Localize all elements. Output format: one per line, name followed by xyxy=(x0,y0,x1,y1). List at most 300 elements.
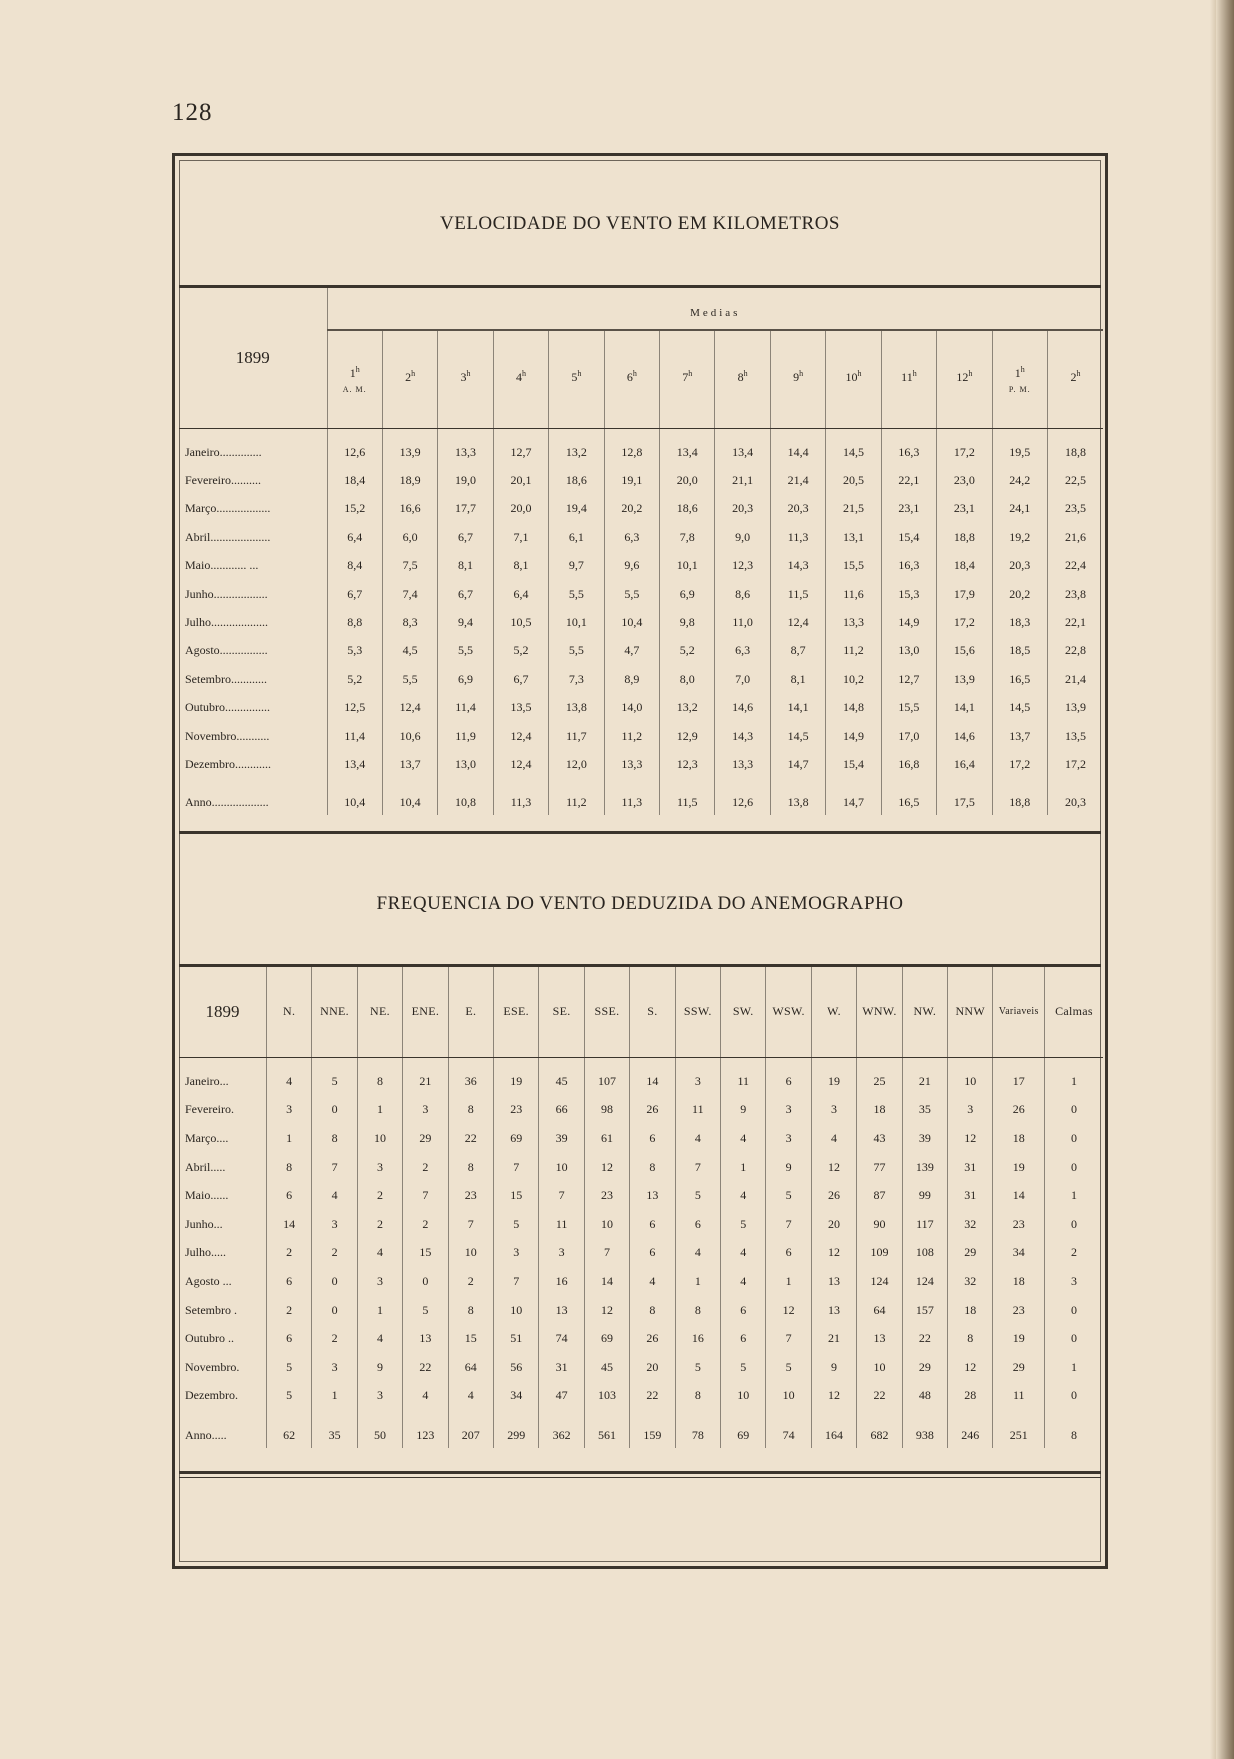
spacer-cell xyxy=(448,1410,493,1422)
tables-frame xyxy=(172,153,1108,1569)
table-row xyxy=(179,722,1103,750)
velocity-cell: 4,7 xyxy=(604,637,659,665)
velocity-title: VELOCIDADE DO VENTO EM KILOMETROS xyxy=(440,213,840,234)
table-row xyxy=(179,637,1103,665)
frequency-cell: 124 xyxy=(902,1267,947,1296)
velocity-cell: 8,3 xyxy=(382,608,437,636)
velocity-cell: 14,3 xyxy=(715,722,770,750)
spacer-cell xyxy=(675,1410,720,1422)
annual-cell: 246 xyxy=(948,1422,993,1448)
frequency-cell: 3 xyxy=(811,1096,856,1125)
hour-label: 4 xyxy=(515,370,522,385)
velocity-cell: 19,1 xyxy=(604,466,659,494)
spacer-cell xyxy=(881,428,936,438)
frequency-cell: 10 xyxy=(448,1239,493,1268)
annual-cell: 18,8 xyxy=(992,791,1047,815)
annual-cell: 78 xyxy=(675,1422,720,1448)
spacer-cell xyxy=(493,1410,538,1422)
velocity-cell: 9,0 xyxy=(715,523,770,551)
frequency-cell: 23 xyxy=(584,1181,629,1210)
velocity-cell: 14,5 xyxy=(770,722,825,750)
frequency-cell: 22 xyxy=(902,1324,947,1353)
frequency-cell: 117 xyxy=(902,1210,947,1239)
hour-label: 10 xyxy=(845,370,858,385)
month-label: Dezembro. xyxy=(185,1388,238,1403)
frequency-cell: 45 xyxy=(584,1353,629,1382)
frequency-cell: 90 xyxy=(857,1210,902,1239)
frequency-cell: 6 xyxy=(266,1181,311,1210)
frequency-cell: 11 xyxy=(675,1096,720,1125)
frequency-year: 1899 xyxy=(179,967,266,1057)
velocity-cell: 22,8 xyxy=(1047,637,1103,665)
frequency-cell: 7 xyxy=(675,1153,720,1182)
velocity-cell: 7,4 xyxy=(382,580,437,608)
velocity-cell: 5,5 xyxy=(604,580,659,608)
spacer-cell xyxy=(770,428,825,438)
frequency-cell: 18 xyxy=(993,1124,1045,1153)
velocity-cell: 11,0 xyxy=(715,608,770,636)
spacer-cell xyxy=(403,1057,448,1067)
spacer-cell xyxy=(179,428,327,438)
spacer-cell xyxy=(382,779,437,791)
velocity-cell: 7,3 xyxy=(549,665,604,693)
velocity-cell: 14,0 xyxy=(604,694,659,722)
frequency-cell: 15 xyxy=(403,1239,448,1268)
frequency-cell: 1 xyxy=(266,1124,311,1153)
direction-header: ENE. xyxy=(403,967,448,1057)
frequency-cell: 7 xyxy=(539,1181,584,1210)
spacer-cell xyxy=(1045,1057,1103,1067)
frequency-cell: 2 xyxy=(266,1296,311,1325)
table-row xyxy=(179,1153,1103,1182)
velocity-cell: 17,0 xyxy=(881,722,936,750)
frequency-cell: 29 xyxy=(993,1353,1045,1382)
direction-header: NNE. xyxy=(312,967,357,1057)
frequency-cell: 10 xyxy=(493,1296,538,1325)
spacer-cell xyxy=(382,428,437,438)
velocity-cell: 12,8 xyxy=(604,438,659,466)
direction-header: SW. xyxy=(721,967,766,1057)
frequency-cell: 103 xyxy=(584,1382,629,1411)
frequency-cell: 1 xyxy=(312,1382,357,1411)
frequency-cell: 87 xyxy=(857,1181,902,1210)
spacer-cell xyxy=(770,779,825,791)
frequency-cell: 7 xyxy=(584,1239,629,1268)
velocity-cell: 17,2 xyxy=(992,750,1047,778)
velocity-cell: 16,6 xyxy=(382,495,437,523)
spacer-cell xyxy=(993,1410,1045,1422)
spacer-cell xyxy=(604,779,659,791)
hour-sup: h xyxy=(1076,369,1081,379)
frequency-cell: 32 xyxy=(948,1267,993,1296)
frequency-cell: 12 xyxy=(811,1239,856,1268)
frequency-cell: 4 xyxy=(721,1181,766,1210)
hour-header xyxy=(826,330,881,428)
velocity-cell: 10,4 xyxy=(604,608,659,636)
frequency-cell: 39 xyxy=(539,1124,584,1153)
velocity-cell: 6,9 xyxy=(660,580,715,608)
spacer-cell xyxy=(948,1410,993,1422)
velocity-cell: 17,9 xyxy=(937,580,992,608)
month-label: Maio............ ... xyxy=(185,558,259,573)
annual-cell: 69 xyxy=(721,1422,766,1448)
velocity-cell: 12,4 xyxy=(770,608,825,636)
frequency-cell: 13 xyxy=(630,1181,675,1210)
velocity-cell: 9,4 xyxy=(438,608,493,636)
frequency-cell: 13 xyxy=(403,1324,448,1353)
velocity-year: 1899 xyxy=(179,288,327,428)
frequency-spacer xyxy=(179,1057,1103,1067)
annual-cell: 11,3 xyxy=(604,791,659,815)
velocity-cell: 15,3 xyxy=(881,580,936,608)
hour-header xyxy=(770,330,825,428)
book-spine-shadow xyxy=(1216,0,1234,1759)
frequency-cell: 4 xyxy=(448,1382,493,1411)
frequency-cell: 3 xyxy=(312,1353,357,1382)
hour-label: 12 xyxy=(956,370,969,385)
hour-label: 3 xyxy=(460,370,467,385)
hour-label: 9 xyxy=(793,370,800,385)
frequency-cell: 14 xyxy=(630,1067,675,1096)
velocity-cell: 20,0 xyxy=(660,466,715,494)
annual-cell: 62 xyxy=(266,1422,311,1448)
velocity-cell: 18,8 xyxy=(1047,438,1103,466)
frequency-cell: 3 xyxy=(948,1096,993,1125)
hour-header xyxy=(1047,330,1103,428)
table-row xyxy=(179,552,1103,580)
month-label: Novembro. xyxy=(185,1359,240,1374)
frequency-bottom-rule xyxy=(179,1471,1101,1474)
month-label: Junho.................. xyxy=(185,586,268,601)
velocity-cell: 8,1 xyxy=(493,552,548,580)
frequency-cell: 4 xyxy=(721,1124,766,1153)
spacer-cell xyxy=(549,428,604,438)
frequency-cell: 99 xyxy=(902,1181,947,1210)
annual-cell: 14,7 xyxy=(826,791,881,815)
spacer-cell xyxy=(630,1410,675,1422)
velocity-cell: 12,3 xyxy=(660,750,715,778)
frequency-cell: 20 xyxy=(630,1353,675,1382)
hour-sup: h xyxy=(912,369,917,379)
frequency-cell: 12 xyxy=(766,1296,811,1325)
frequency-cell: 10 xyxy=(766,1382,811,1411)
frequency-cell: 25 xyxy=(857,1067,902,1096)
spacer-cell xyxy=(549,779,604,791)
frequency-cell: 2 xyxy=(266,1239,311,1268)
table-row xyxy=(179,1210,1103,1239)
velocity-cell: 20,1 xyxy=(493,466,548,494)
velocity-cell: 20,3 xyxy=(770,495,825,523)
annual-cell: 682 xyxy=(857,1422,902,1448)
frequency-cell: 8 xyxy=(357,1067,402,1096)
spacer-cell xyxy=(179,1410,266,1422)
frequency-cell: 19 xyxy=(493,1067,538,1096)
velocity-cell: 11,7 xyxy=(549,722,604,750)
annual-cell: 561 xyxy=(584,1422,629,1448)
month-label: Janeiro.............. xyxy=(185,444,262,459)
frequency-cell: 12 xyxy=(584,1296,629,1325)
velocity-cell: 13,8 xyxy=(549,694,604,722)
frequency-cell: 43 xyxy=(857,1124,902,1153)
frequency-cell: 39 xyxy=(902,1124,947,1153)
frequency-cell: 8 xyxy=(448,1096,493,1125)
velocity-cell: 11,2 xyxy=(826,637,881,665)
frequency-cell: 28 xyxy=(948,1382,993,1411)
frequency-cell: 3 xyxy=(1045,1267,1103,1296)
hour-sup: h xyxy=(968,369,973,379)
table-row xyxy=(179,1296,1103,1325)
direction-header: WSW. xyxy=(766,967,811,1057)
frequency-cell: 6 xyxy=(266,1267,311,1296)
frequency-cell: 47 xyxy=(539,1382,584,1411)
table-row xyxy=(179,1239,1103,1268)
velocity-cell: 16,3 xyxy=(881,438,936,466)
frequency-cell: 8 xyxy=(448,1153,493,1182)
velocity-cell: 6,7 xyxy=(438,580,493,608)
hour-label: 1 xyxy=(349,365,356,380)
frequency-cell: 36 xyxy=(448,1067,493,1096)
velocity-cell: 5,3 xyxy=(327,637,382,665)
table-row xyxy=(179,1353,1103,1382)
frequency-cell: 12 xyxy=(948,1124,993,1153)
spacer-cell xyxy=(721,1410,766,1422)
direction-header: N. xyxy=(266,967,311,1057)
velocity-cell: 21,1 xyxy=(715,466,770,494)
frequency-cell: 22 xyxy=(857,1382,902,1411)
velocity-cell: 10,6 xyxy=(382,722,437,750)
month-label: Janeiro... xyxy=(185,1073,229,1088)
hour-sup: h xyxy=(1020,364,1025,374)
velocity-cell: 10,5 xyxy=(493,608,548,636)
frequency-cell: 3 xyxy=(493,1239,538,1268)
frequency-cell: 74 xyxy=(539,1324,584,1353)
spacer-cell xyxy=(857,1057,902,1067)
hour-label: 7 xyxy=(682,370,689,385)
month-label: Agosto ... xyxy=(185,1273,232,1288)
frequency-cell: 69 xyxy=(584,1324,629,1353)
velocity-cell: 13,9 xyxy=(1047,694,1103,722)
velocity-cell: 18,9 xyxy=(382,466,437,494)
frequency-cell: 10 xyxy=(721,1382,766,1411)
velocity-cell: 6,3 xyxy=(604,523,659,551)
velocity-cell: 19,2 xyxy=(992,523,1047,551)
hour-label: 11 xyxy=(901,370,913,385)
spacer-cell xyxy=(826,779,881,791)
spacer-cell xyxy=(902,1410,947,1422)
velocity-cell: 6,9 xyxy=(438,665,493,693)
frequency-cell: 8 xyxy=(630,1153,675,1182)
frequency-cell: 5 xyxy=(766,1181,811,1210)
velocity-cell: 23,1 xyxy=(881,495,936,523)
frequency-cell: 10 xyxy=(539,1153,584,1182)
frequency-cell: 35 xyxy=(902,1096,947,1125)
annual-cell: 17,5 xyxy=(937,791,992,815)
velocity-cell: 13,7 xyxy=(992,722,1047,750)
frequency-cell: 6 xyxy=(721,1324,766,1353)
velocity-cell: 14,3 xyxy=(770,552,825,580)
velocity-cell: 14,1 xyxy=(770,694,825,722)
table-row xyxy=(179,580,1103,608)
frequency-cell: 3 xyxy=(766,1124,811,1153)
velocity-cell: 13,9 xyxy=(382,438,437,466)
frequency-cell: 9 xyxy=(357,1353,402,1382)
frequency-cell: 0 xyxy=(1045,1124,1103,1153)
frequency-cell: 11 xyxy=(539,1210,584,1239)
hour-label: 6 xyxy=(626,370,633,385)
velocity-cell: 8,0 xyxy=(660,665,715,693)
frequency-cell: 16 xyxy=(675,1324,720,1353)
velocity-cell: 16,5 xyxy=(992,665,1047,693)
hour-label: 5 xyxy=(571,370,578,385)
frequency-cell: 7 xyxy=(766,1324,811,1353)
spacer-cell xyxy=(881,779,936,791)
frequency-cell: 7 xyxy=(493,1267,538,1296)
velocity-cell: 5,2 xyxy=(660,637,715,665)
velocity-header-row xyxy=(179,288,1103,330)
annual-row xyxy=(179,1422,1103,1448)
month-label: Julho..... xyxy=(185,1245,227,1260)
spacer-cell xyxy=(660,428,715,438)
velocity-cell: 6,3 xyxy=(715,637,770,665)
velocity-cell: 20,3 xyxy=(992,552,1047,580)
hour-header xyxy=(327,330,382,428)
frequency-cell: 10 xyxy=(584,1210,629,1239)
velocity-cell: 9,6 xyxy=(604,552,659,580)
medias-header: Medias xyxy=(327,288,1103,330)
annual-cell: 251 xyxy=(993,1422,1045,1448)
hour-sup: h xyxy=(355,364,360,374)
velocity-cell: 13,3 xyxy=(715,750,770,778)
velocity-cell: 17,7 xyxy=(438,495,493,523)
frequency-cell: 3 xyxy=(539,1239,584,1268)
frequency-cell: 4 xyxy=(721,1267,766,1296)
frequency-cell: 31 xyxy=(948,1181,993,1210)
velocity-cell: 12,0 xyxy=(549,750,604,778)
frequency-cell: 5 xyxy=(312,1067,357,1096)
frequency-cell: 19 xyxy=(993,1153,1045,1182)
velocity-cell: 18,4 xyxy=(327,466,382,494)
velocity-cell: 10,2 xyxy=(826,665,881,693)
frequency-title: FREQUENCIA DO VENTO DEDUZIDA DO ANEMOGRAPHO xyxy=(376,893,904,914)
velocity-cell: 11,6 xyxy=(826,580,881,608)
table-row xyxy=(179,1267,1103,1296)
frequency-cell: 3 xyxy=(266,1096,311,1125)
frequency-cell: 8 xyxy=(448,1296,493,1325)
velocity-cell: 24,1 xyxy=(992,495,1047,523)
frequency-cell: 2 xyxy=(403,1153,448,1182)
velocity-cell: 20,5 xyxy=(826,466,881,494)
velocity-cell: 5,5 xyxy=(382,665,437,693)
frequency-cell: 2 xyxy=(312,1239,357,1268)
hour-label: 8 xyxy=(737,370,744,385)
frequency-double-rule xyxy=(179,1477,1101,1478)
velocity-cell: 7,0 xyxy=(715,665,770,693)
direction-header: SE. xyxy=(539,967,584,1057)
frequency-cell: 11 xyxy=(993,1382,1045,1411)
frequency-spacer xyxy=(179,1410,1103,1422)
frequency-cell: 6 xyxy=(721,1296,766,1325)
velocity-cell: 15,5 xyxy=(826,552,881,580)
velocity-cell: 12,5 xyxy=(327,694,382,722)
spacer-cell xyxy=(438,428,493,438)
velocity-cell: 13,4 xyxy=(715,438,770,466)
velocity-cell: 8,1 xyxy=(770,665,825,693)
frequency-cell: 56 xyxy=(493,1353,538,1382)
velocity-cell: 13,0 xyxy=(881,637,936,665)
velocity-cell: 14,5 xyxy=(992,694,1047,722)
frequency-cell: 1 xyxy=(766,1267,811,1296)
velocity-cell: 13,5 xyxy=(1047,722,1103,750)
velocity-cell: 7,1 xyxy=(493,523,548,551)
velocity-cell: 12,3 xyxy=(715,552,770,580)
spacer-cell xyxy=(1045,1410,1103,1422)
month-label: Julho................... xyxy=(185,615,269,630)
spacer-cell xyxy=(312,1057,357,1067)
frequency-cell: 3 xyxy=(357,1153,402,1182)
frequency-cell: 64 xyxy=(448,1353,493,1382)
spacer-cell xyxy=(937,779,992,791)
frequency-cell: 21 xyxy=(403,1067,448,1096)
velocity-cell: 17,2 xyxy=(1047,750,1103,778)
velocity-cell: 14,5 xyxy=(826,438,881,466)
table-row xyxy=(179,1124,1103,1153)
velocity-cell: 13,4 xyxy=(660,438,715,466)
velocity-cell: 13,0 xyxy=(438,750,493,778)
frequency-cell: 26 xyxy=(811,1181,856,1210)
frequency-cell: 10 xyxy=(357,1124,402,1153)
velocity-spacer xyxy=(179,779,1103,791)
spacer-cell xyxy=(675,1057,720,1067)
velocity-cell: 5,5 xyxy=(438,637,493,665)
frequency-cell: 77 xyxy=(857,1153,902,1182)
frequency-cell: 4 xyxy=(266,1067,311,1096)
velocity-cell: 5,2 xyxy=(493,637,548,665)
velocity-cell: 7,8 xyxy=(660,523,715,551)
frequency-cell: 109 xyxy=(857,1239,902,1268)
velocity-cell: 23,5 xyxy=(1047,495,1103,523)
frequency-cell: 10 xyxy=(857,1353,902,1382)
frequency-cell: 15 xyxy=(493,1181,538,1210)
hour-sup: h xyxy=(857,369,862,379)
velocity-cell: 12,4 xyxy=(382,694,437,722)
frequency-cell: 22 xyxy=(448,1124,493,1153)
velocity-cell: 14,8 xyxy=(826,694,881,722)
spacer-cell xyxy=(357,1057,402,1067)
direction-header: NNW xyxy=(948,967,993,1057)
velocity-cell: 5,5 xyxy=(549,637,604,665)
direction-header: NE. xyxy=(357,967,402,1057)
direction-header: Variaveis xyxy=(993,967,1045,1057)
velocity-cell: 12,4 xyxy=(493,722,548,750)
velocity-cell: 15,4 xyxy=(881,523,936,551)
velocity-cell: 20,3 xyxy=(715,495,770,523)
frequency-cell: 23 xyxy=(493,1096,538,1125)
velocity-cell: 18,4 xyxy=(937,552,992,580)
velocity-cell: 22,1 xyxy=(1047,608,1103,636)
frequency-cell: 8 xyxy=(312,1124,357,1153)
spacer-cell xyxy=(266,1057,311,1067)
velocity-cell: 8,7 xyxy=(770,637,825,665)
frequency-cell: 4 xyxy=(675,1124,720,1153)
frequency-cell: 3 xyxy=(766,1096,811,1125)
velocity-cell: 14,4 xyxy=(770,438,825,466)
velocity-cell: 6,7 xyxy=(438,523,493,551)
annual-cell: 164 xyxy=(811,1422,856,1448)
velocity-cell: 16,4 xyxy=(937,750,992,778)
velocity-cell: 11,9 xyxy=(438,722,493,750)
frequency-cell: 19 xyxy=(811,1067,856,1096)
frequency-cell: 48 xyxy=(902,1382,947,1411)
